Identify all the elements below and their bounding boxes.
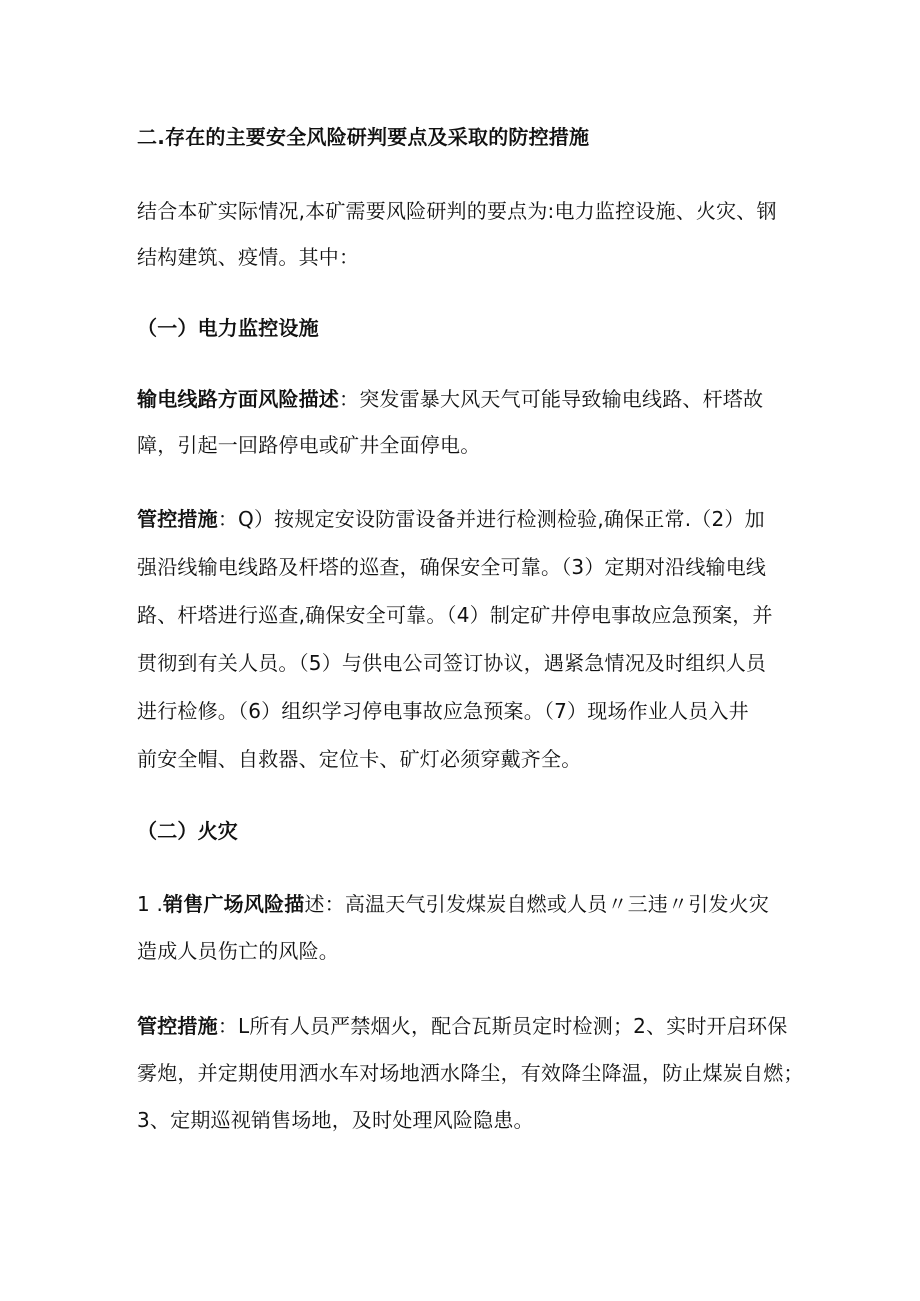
power-control-label: 管控措施: [137, 507, 218, 531]
fire-control-line-1: [137, 1012, 787, 1040]
intro-line-2: 结构建筑、疫情。其中：: [137, 245, 360, 269]
section-title: 二.存在的主要安全风险研判要点及采取的防控措施: [137, 125, 590, 149]
fire-risk-label: 销售广场风险描: [163, 892, 305, 916]
subsection-heading-fire: （二）火灾: [137, 819, 238, 843]
intro-line-1: 结合本矿实际情况,本矿需要风险研判的要点为:电力监控设施、火灾、钢: [137, 199, 777, 223]
power-control-text: ：Q）按规定安设防雷设备并进行检测检验,确保正常.（2）加: [217, 507, 765, 531]
fire-risk-text: 述：高温天气引发煤炭自燃或人员〃三违〃引发火灾: [304, 892, 770, 916]
power-control-line-1: [137, 505, 765, 533]
fire-control-line-3: 3、定期巡视销售场地，及时处理风险隐患。: [137, 1108, 534, 1132]
fire-risk-line-2: 造成人员伤亡的风险。: [137, 939, 339, 963]
power-risk-line-1: [137, 385, 763, 413]
power-control-line-4: 贯彻到有关人员。（5）与供电公司签订协议，遇紧急情况及时组织人员: [137, 651, 767, 675]
power-control-line-5: 进行检修。（6）组织学习停电事故应急预案。（7）现场作业人员入井: [137, 699, 749, 723]
fire-risk-line-1: [137, 890, 769, 918]
power-control-line-3: 路、杆塔进行巡查,确保安全可靠。（4）制定矿井停电事故应急预案，并: [137, 603, 773, 627]
subsection-heading-power: （一）电力监控设施: [137, 316, 319, 340]
fire-risk-prefix: 1 .: [137, 892, 164, 916]
power-risk-line-2: 障，引起一回路停电或矿井全面停电。: [137, 433, 481, 457]
fire-control-text: ：L所有人员严禁烟火，配合瓦斯员定时检测；2、实时开启环保: [217, 1014, 788, 1038]
fire-control-label: 管控措施: [137, 1014, 218, 1038]
power-risk-text: ：突发雷暴大风天气可能导致输电线路、杆塔故: [339, 387, 764, 411]
fire-control-line-2: 雾炮，并定期使用洒水车对场地洒水降尘，有效降尘降温，防止煤炭自燃；: [137, 1061, 804, 1085]
power-control-line-2: 强沿线输电线路及杆塔的巡查，确保安全可靠。（3）定期对沿线输电线: [137, 555, 767, 579]
power-control-line-6: 前安全帽、自救器、定位卡、矿灯必须穿戴齐全。: [137, 747, 582, 771]
power-risk-label: 输电线路方面风险描述: [137, 387, 339, 411]
